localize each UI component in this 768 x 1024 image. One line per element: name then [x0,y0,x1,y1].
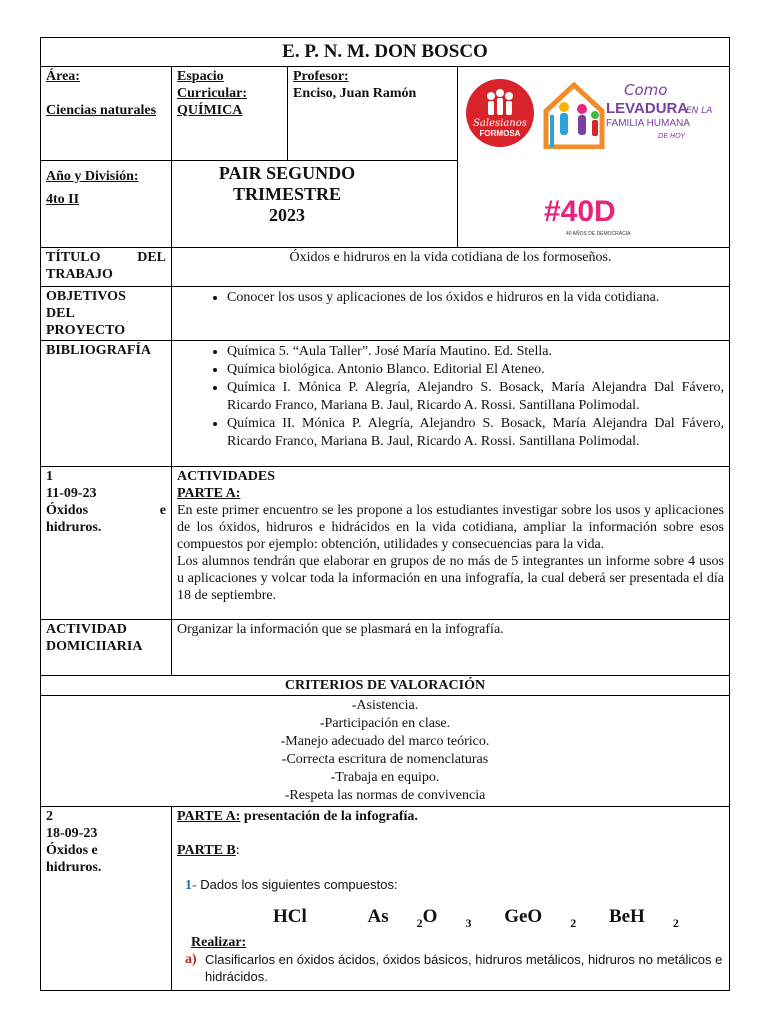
profesor-cell [288,67,458,161]
formula-as2o3: As $_2$O $_3$ [367,906,472,930]
clase1-content [172,467,730,620]
levadura-logo [540,71,720,149]
clase1-parte: PARTE A: [177,486,241,501]
titulo-label-w1: TÍTULO [46,250,101,265]
clase2-parteB-label: PARTE B [177,843,236,858]
formula-beh2: BeH $_2$ [608,906,679,930]
bibliografia-value-cell [172,341,730,467]
a-label: a) [185,951,197,967]
school-name: E. P. N. M. DON BOSCO [41,38,730,67]
clase1-topic-w1: Óxidos [46,503,89,518]
bibliografia-label: BIBLIOGRAFÍA [41,341,172,467]
q1-text: Dados los siguientes compuestos: [196,877,398,892]
objetivos-label-l3: PROYECTO [46,323,126,338]
criterios-title: CRITERIOS DE VALORACIÓN [41,676,730,696]
svg-text:40 AÑOS DE DEMOCRACIA: 40 AÑOS DE DEMOCRACIA [566,231,631,237]
clase2-topic-l2: hidruros. [46,860,102,875]
svg-text:#40D: #40D [544,195,616,228]
domiciliaria-label-cell [41,620,172,676]
objetivos-label-cell [41,287,172,341]
clase2-label-cell [41,807,172,991]
clase2-num: 2 [46,809,53,824]
clase2-date: 18-09-23 [46,826,98,841]
pair-line2: TRIMESTRE [232,183,342,204]
anio-value: 4to II [46,191,80,207]
criterio-item: -Trabaja en equipo. [330,770,440,785]
objetivo-item: • Conocer los usos y aplicaciones de los óxidos e hidruros en la vida cotidiana. [227,289,724,307]
objetivos-value-cell [172,287,730,341]
plan-table [40,37,730,991]
objetivos-list [177,289,724,307]
area-cell [41,67,172,161]
criterio-item: -Correcta escritura de nomenclaturas [281,752,489,767]
svg-text:FORMOSA: FORMOSA [479,129,521,138]
svg-text:LEVADURA: LEVADURA [606,100,689,117]
titulo-label-w2: DEL [137,250,166,265]
clase1-date: 11-09-23 [46,486,97,501]
clase2-content: PARTE A: presentación de la infografía. PARTE B: 1- Dados los siguientes compuestos: HCl As $_2$O $_3$ GeO $_2$ BeH $_2$ Realizar: a) Clasificarlos en óxidos ácidos, óxidos básicos, hidruros metálicos, hidruros no metálicos e hidrácidos. [172,807,730,991]
q1-number: 1- [185,878,197,893]
svg-text:DE HOY: DE HOY [658,132,686,140]
salesianos-logo [464,77,536,149]
pair-line3: 2023 [269,204,305,225]
bibliografia-item: • Química I. Mónica P. Alegría, Alejandro S. Bosack, María Alejandra Dal Fávero, Ricardo Franco, Mariana B. Jaul, Ricardo A. Rossi. Santillana Polimodal. [227,379,724,415]
formula-geo2: GeO $_2$ [504,906,577,930]
clase2-parteA-label: PARTE A: [177,809,241,824]
area-value: Ciencias naturales [46,103,157,118]
40d-logo [540,187,640,245]
pair-line1: PAIR SEGUNDO [218,162,356,183]
domiciliaria-label-l2: DOMICIIARIA [46,639,143,654]
a-text: Clasificarlos en óxidos ácidos, óxidos básicos, hidruros metálicos, hidruros no metálicos e hidrácidos. [205,951,723,984]
clase2-parteA-text: presentación de la infografía. [240,809,418,824]
clase1-actividades: ACTIVIDADES [177,469,276,484]
titulo-label-w3: TRABAJO [46,267,113,282]
bibliografia-list [177,343,724,451]
clase1-num: 1 [46,469,53,484]
anio-label: Año y División: [46,168,139,184]
espacio-label: Espacio Curricular: [177,69,247,101]
area-label: Área: [46,69,80,84]
clase1-topic-w3: hidruros. [46,520,102,535]
criterio-item: -Respeta las normas de convivencia [284,788,486,803]
clase1-topic-w2: e [159,503,166,518]
logos-cell [458,67,730,248]
objetivos-label-l1: OBJETIVOS [46,289,126,304]
document-page [40,37,729,991]
titulo-label-cell [41,248,172,287]
espacio-cell [172,67,288,161]
clase2-topic-l1: Óxidos e [46,843,98,858]
clase1-label-cell [41,467,172,620]
bibliografia-item: • Química II. Mónica P. Alegría, Alejandro S. Bosack, María Alejandra Dal Fávero, Ricardo Franco, Mariana B. Jaul, Ricardo A. Rossi. Santillana Polimodal. [227,415,724,451]
espacio-value: QUÍMICA [177,103,243,118]
svg-text:FAMILIA HUMANA: FAMILIA HUMANA [606,118,690,129]
objetivos-label-l2: DEL [46,306,75,321]
formulas-row [177,908,724,932]
realizar-label: Realizar: [191,934,247,950]
criterio-item: -Asistencia. [351,698,419,713]
svg-text:Salesianos: Salesianos [473,118,527,129]
svg-text:EN LA: EN LA [686,106,713,116]
formula-hcl: HCl [273,906,307,927]
criterios-list [41,696,730,807]
titulo-value: Óxidos e hidruros en la vida cotidiana de los formoseños. [172,248,730,287]
profesor-label: Profesor: [293,69,349,84]
criterio-item: -Manejo adecuado del marco teórico. [280,734,490,749]
domiciliaria-label-l1: ACTIVIDAD [46,622,127,637]
svg-text:Como: Como [624,81,668,99]
profesor-value: Enciso, Juan Ramón [293,86,417,101]
anio-cell [41,160,172,247]
pair-cell [172,160,458,247]
domiciliaria-value: Organizar la información que se plasmará en la infografía. [172,620,730,676]
criterio-item: -Participación en clase. [319,716,451,731]
bibliografia-item: • Química biológica. Antonio Blanco. Editorial El Ateneo. [227,361,724,379]
bibliografia-item: • Química 5. “Aula Taller”. José María Mautino. Ed. Stella. [227,343,724,361]
clase1-p2: Los alumnos tendrán que elaborar en grupos de no más de 5 integrantes un informe sobre 4 usos u aplicaciones y volcar toda la información en una infografía, la cual deberá ser presentada el día 18 de septiembre. [177,554,724,603]
clase1-p1: En este primer encuentro se les propone a los estudiantes investigar sobre los usos y aplicaciones de los óxidos, hidruros e hidrácidos en la vida cotidiana, ampliar la información sobre esos compuestos por ejemplo: obtención, utilidades y consecuencias para la vida. [177,503,724,552]
